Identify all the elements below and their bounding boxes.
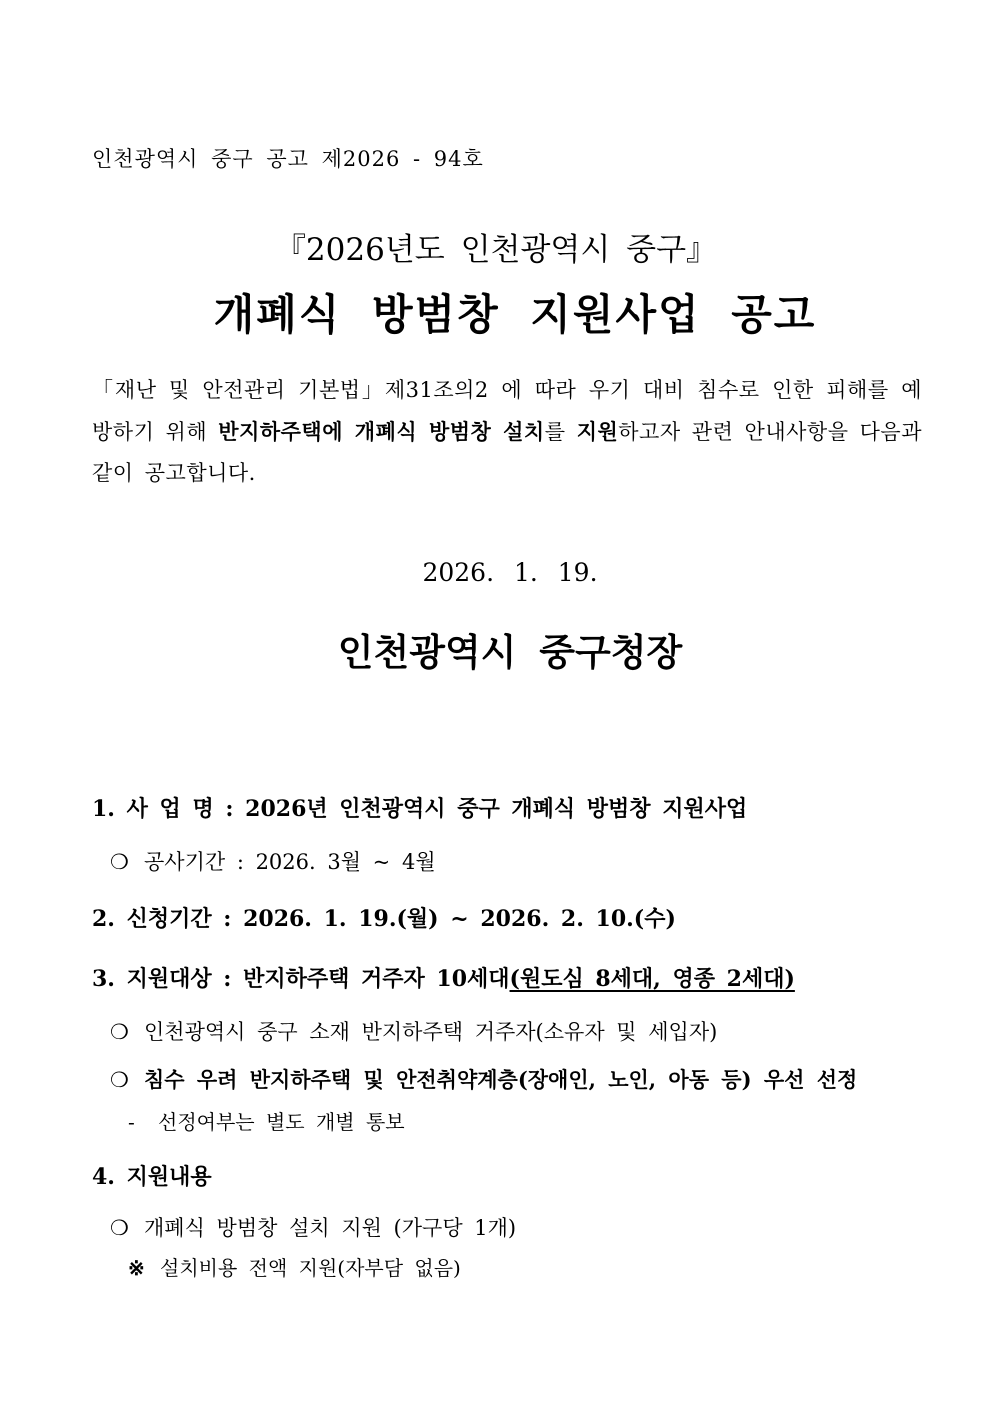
section-3-heading — [92, 962, 795, 993]
reference-mark-icon: ※ — [128, 1256, 145, 1280]
intro-bold-1: 반지하주택에 개폐식 방범창 설치 — [218, 419, 545, 444]
section-3-dash-item — [128, 1106, 405, 1135]
section-4-bullet-text: 개폐식 방범창 설치 지원 (가구당 1개) — [144, 1216, 517, 1240]
section-3-dash-text: 선정여부는 별도 개별 통보 — [158, 1110, 405, 1134]
issuer-name: 인천광역시 중구청장 — [337, 630, 683, 674]
section-1-heading: 1. 사 업 명 : 2026년 인천광역시 중구 개폐식 방범창 지원사업 — [92, 796, 748, 822]
section-4-heading: 4. 지원내용 — [92, 1164, 212, 1190]
section-1-bullet — [110, 846, 436, 876]
section-4-note-text: 설치비용 전액 지원(자부담 없음) — [160, 1256, 461, 1280]
section-3-bullet-1-text: 인천광역시 중구 소재 반지하주택 거주자(소유자 및 세입자) — [144, 1020, 718, 1044]
intro-bold-2: 지원 — [576, 419, 619, 444]
section-1-bullet-text: 공사기간 : 2026. 3월 ~ 4월 — [144, 850, 436, 874]
section-4-note — [128, 1252, 461, 1281]
intro-text-1: 「재난 및 안전관리 기본법」제31조의2 에 따라 우기 대비 침수로 인한 피해를 예방하기 위해 — [92, 378, 922, 444]
intro-text-3: 하고자 관련 안내사항을 다음과 같이 공고합니다. — [92, 420, 923, 485]
circle-bullet-icon: ❍ — [110, 850, 129, 874]
circle-bullet-icon: ❍ — [110, 1020, 129, 1044]
section-2-heading: 2. 신청기간 : 2026. 1. 19.(월) ~ 2026. 2. 10.(수) — [92, 906, 676, 932]
document-title: 개폐식 방범창 지원사업 공고 — [213, 290, 817, 339]
circle-bullet-icon: ❍ — [110, 1068, 129, 1092]
document-subtitle: 『2026년도 인천광역시 중구』 — [274, 232, 718, 268]
section-3-heading-text: 3. 지원대상 : 반지하주택 거주자 10세대 — [92, 966, 510, 992]
section-3-bullet-1 — [110, 1016, 717, 1046]
notice-date: 2026. 1. 19. — [422, 558, 598, 587]
notice-number: 인천광역시 중구 공고 제2026 - 94호 — [92, 147, 484, 171]
circle-bullet-icon: ❍ — [110, 1216, 129, 1240]
dash-mark: - — [128, 1110, 135, 1134]
section-3-bullet-2-text: 침수 우려 반지하주택 및 안전취약계층(장애인, 노인, 아동 등) 우선 선정 — [144, 1067, 858, 1092]
section-3-bullet-2 — [110, 1064, 857, 1094]
intro-text-2: 를 — [544, 420, 577, 444]
section-3-heading-underlined: (원도심 8세대, 영종 2세대) — [509, 966, 795, 992]
section-4-bullet — [110, 1212, 516, 1242]
intro-paragraph — [92, 370, 922, 494]
